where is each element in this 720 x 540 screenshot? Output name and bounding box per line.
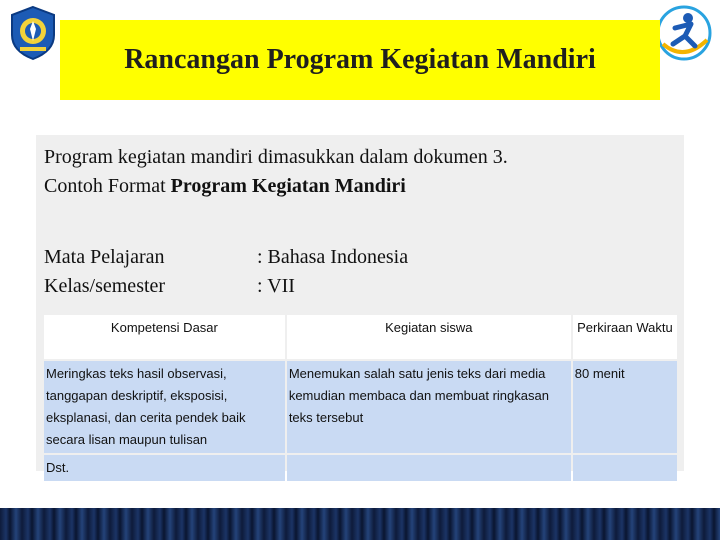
- subject-info: [44, 243, 408, 301]
- header-kompetensi-dasar: Kompetensi Dasar: [44, 315, 285, 359]
- footer-decoration: [0, 508, 720, 540]
- cell-perkiraan-waktu: 80 menit: [573, 361, 677, 453]
- table-row: [44, 455, 677, 481]
- cell-kompetensi-dasar: Meringkas teks hasil observasi, tanggapan deskriptif, eksposisi, eksplanasi, dan cerita pendek baik secara lisan maupun tulisan: [44, 361, 285, 453]
- tut-wuri-handayani-logo-icon: [655, 4, 713, 62]
- title-banner: [60, 20, 660, 100]
- content-panel: [36, 135, 684, 475]
- table-row: [44, 361, 677, 453]
- intro-line-2: [44, 172, 508, 201]
- field-row-class: [44, 272, 408, 301]
- field-label: Kelas/semester: [44, 275, 166, 297]
- slide-title: Rancangan Program Kegiatan Mandiri: [124, 44, 596, 75]
- field-value: : Bahasa Indonesia: [257, 246, 409, 268]
- field-value: : VII: [257, 275, 295, 297]
- kemendikbud-emblem-icon: [8, 5, 58, 61]
- activity-table: [42, 313, 679, 483]
- intro-text: [44, 143, 508, 201]
- cell-kegiatan-siswa: [287, 455, 571, 481]
- header-perkiraan-waktu: Perkiraan Waktu: [573, 315, 677, 359]
- table-header-row: [44, 315, 677, 359]
- field-label: Mata Pelajaran: [44, 246, 165, 268]
- intro-line-2-bold: Program Kegiatan Mandiri: [170, 175, 406, 197]
- intro-line-1: Program kegiatan mandiri dimasukkan dalam dokumen 3.: [44, 146, 508, 168]
- cell-perkiraan-waktu: [573, 455, 677, 481]
- cell-kompetensi-dasar: Dst.: [44, 455, 285, 481]
- intro-line-2-prefix: Contoh Format: [44, 175, 171, 197]
- cell-kegiatan-siswa: Menemukan salah satu jenis teks dari media kemudian membaca dan membuat ringkasan teks tersebut: [287, 361, 571, 453]
- header-kegiatan-siswa: Kegiatan siswa: [287, 315, 571, 359]
- field-row-subject: [44, 243, 408, 272]
